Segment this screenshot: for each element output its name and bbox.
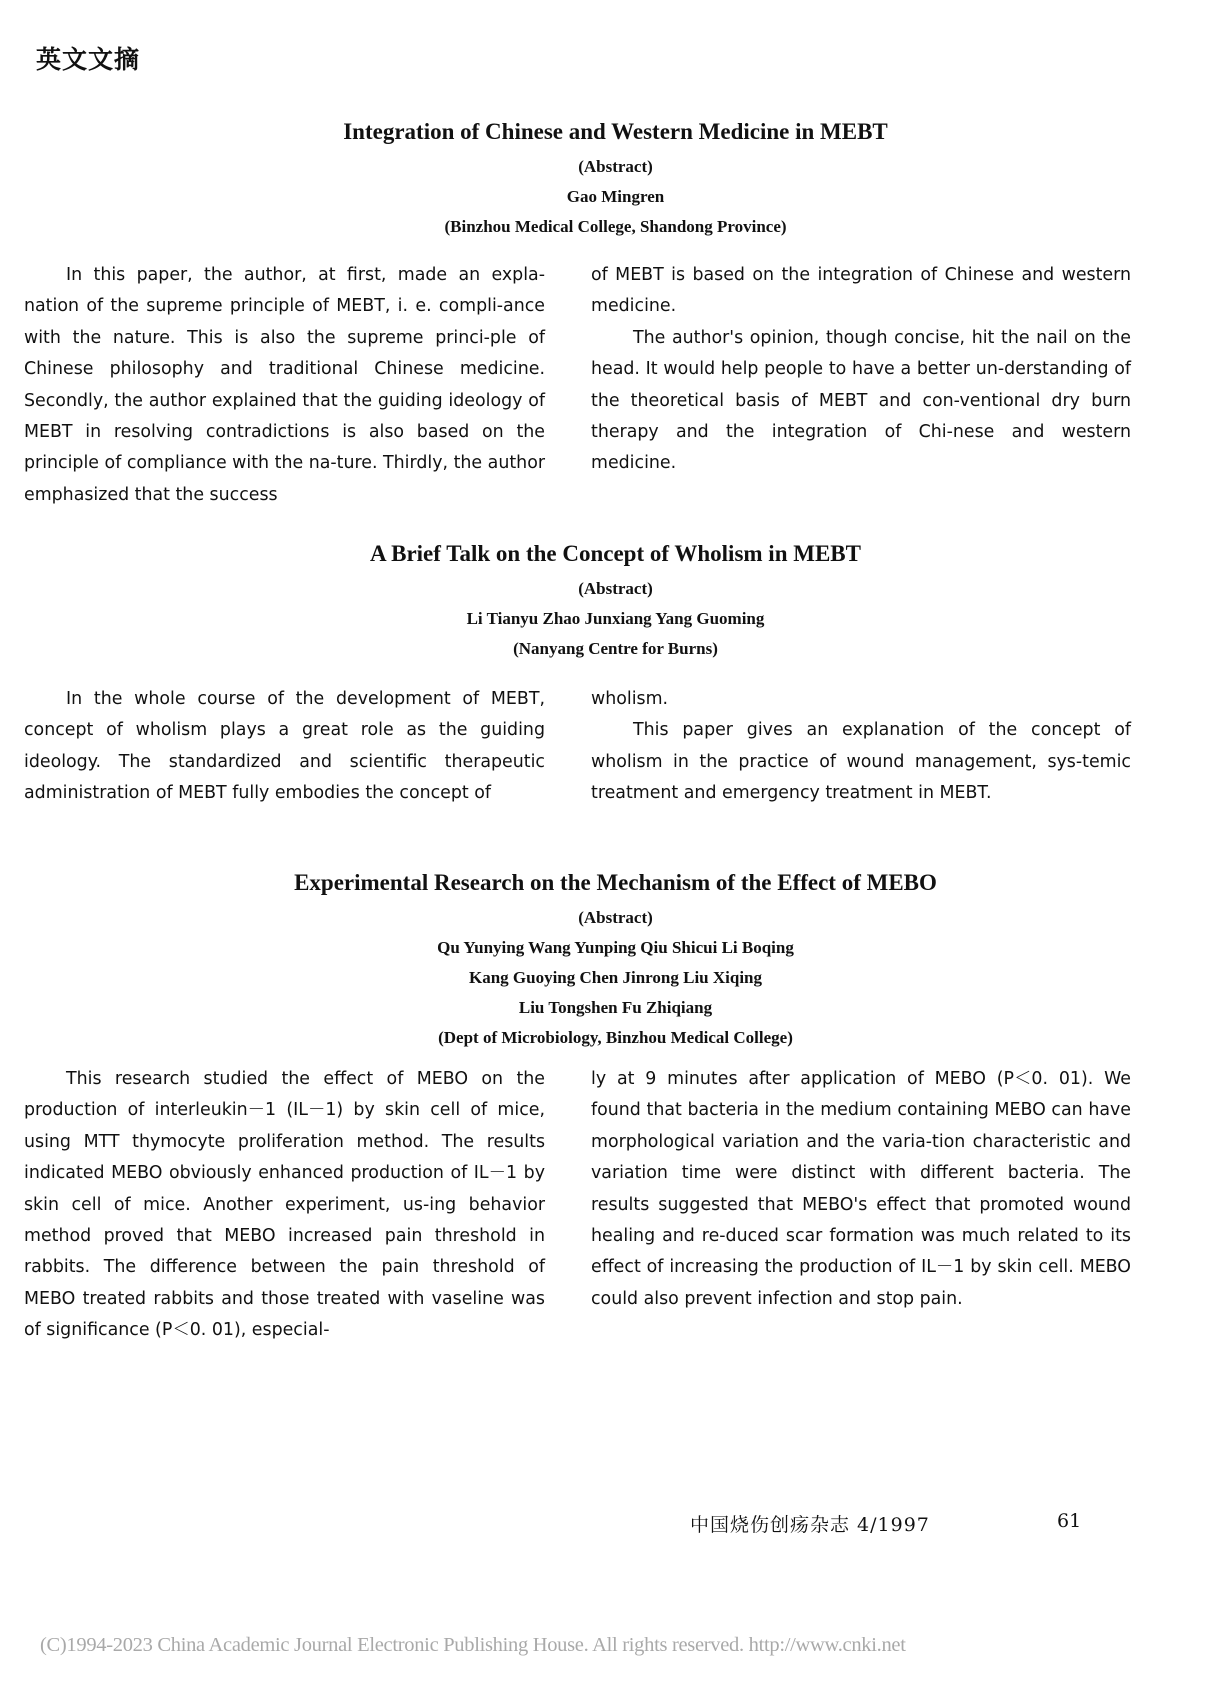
authors-line: Liu Tongshen Fu Zhiqiang — [518, 998, 713, 1017]
affiliation: (Dept of Microbiology, Binzhou Medical College) — [438, 1028, 793, 1047]
authors-line: Qu Yunying Wang Yunping Qiu Shicui Li Boqing — [437, 938, 794, 957]
authors-line: Gao Mingren — [566, 187, 665, 206]
left-column — [24, 1064, 545, 1347]
page-number: 61 — [1057, 1510, 1082, 1532]
abstract-label: (Abstract) — [578, 908, 653, 927]
paragraph: This paper gives an explanation of the concept of wholism in the practice of wound management, sys-temic treatment and emergency treatment in MEBT. — [591, 720, 1131, 804]
left-column — [24, 684, 545, 810]
copyright-notice: (C)1994-2023 China Academic Journal Electronic Publishing House. All rights reserved. http://www.cnki.net — [40, 1634, 906, 1656]
paragraph: The author's opinion, though concise, hit the nail on the head. It would help people to have a better un-derstanding of the theoretical basis of MEBT and con-ventional dry burn therapy and the integration of Chi-nese and western medicine. — [591, 327, 1131, 474]
affiliation: (Binzhou Medical College, Shandong Province) — [444, 217, 787, 236]
paragraph: wholism. — [591, 689, 669, 709]
paragraph: In the whole course of the development of MEBT, concept of wholism plays a great role as the guiding ideology. The standardized and scientific therapeutic administration of MEBT fully embodies the concept of — [24, 689, 545, 804]
authors-line: Li Tianyu Zhao Junxiang Yang Guoming — [466, 609, 765, 628]
article-2 — [0, 534, 1231, 804]
article-heading — [0, 863, 1231, 1053]
paragraph: ly at 9 minutes after application of MEBO (P＜0. 01). We found that bacteria in the medium containing MEBO can have morphological variation and the varia-tion characteristic and variation time were distinct with different bacteria. The results suggested that MEBO's effect that promoted wound healing and re-duced scar formation was much related to its effect of increasing the production of IL－1 by skin cell. MEBO could also prevent infection and stop pain. — [591, 1069, 1131, 1309]
right-column — [591, 684, 1131, 810]
abstract-label: (Abstract) — [578, 579, 653, 598]
article-heading — [0, 112, 1231, 242]
authors-line: Kang Guoying Chen Jinrong Liu Xiqing — [468, 968, 763, 987]
section-label: 英文文摘 — [36, 45, 141, 74]
affiliation: (Nanyang Centre for Burns) — [513, 639, 718, 658]
left-column — [24, 260, 545, 511]
paragraph: In this paper, the author, at first, made an expla-nation of the supreme principle of MEBT, i. e. compli-ance with the nature. This is also the supreme princi-ple of Chinese philosophy and traditional Chinese medicine. Secondly, the author explained that the guiding ideology of MEBT in resolving contradictions is also based on the principle of compliance with the na-ture. Thirdly, the author emphasized that the success — [24, 265, 545, 505]
abstract-label: (Abstract) — [578, 157, 653, 176]
journal-footer: 中国烧伤创疡杂志 4/1997 — [690, 1514, 930, 1536]
article-1 — [0, 112, 1231, 505]
article-title: Integration of Chinese and Western Medicine in MEBT — [343, 119, 888, 144]
article-title: A Brief Talk on the Concept of Wholism in MEBT — [370, 541, 861, 566]
article-heading — [0, 534, 1231, 664]
right-column — [591, 260, 1131, 480]
right-column — [591, 1064, 1131, 1315]
paragraph: of MEBT is based on the integration of Chinese and western medicine. — [591, 265, 1131, 317]
article-title: Experimental Research on the Mechanism of the Effect of MEBO — [294, 870, 937, 895]
paragraph: This research studied the effect of MEBO on the production of interleukin－1 (IL－1) by skin cell of mice, using MTT thymocyte proliferation method. The results indicated MEBO obviously enhanced production of IL－1 by skin cell of mice. Another experiment, us-ing behavior method proved that MEBO increased pain threshold in rabbits. The difference between the pain threshold of MEBO treated rabbits and those treated with vaseline was of significance (P＜0. 01), especial- — [24, 1069, 545, 1341]
article-3 — [0, 863, 1231, 1341]
